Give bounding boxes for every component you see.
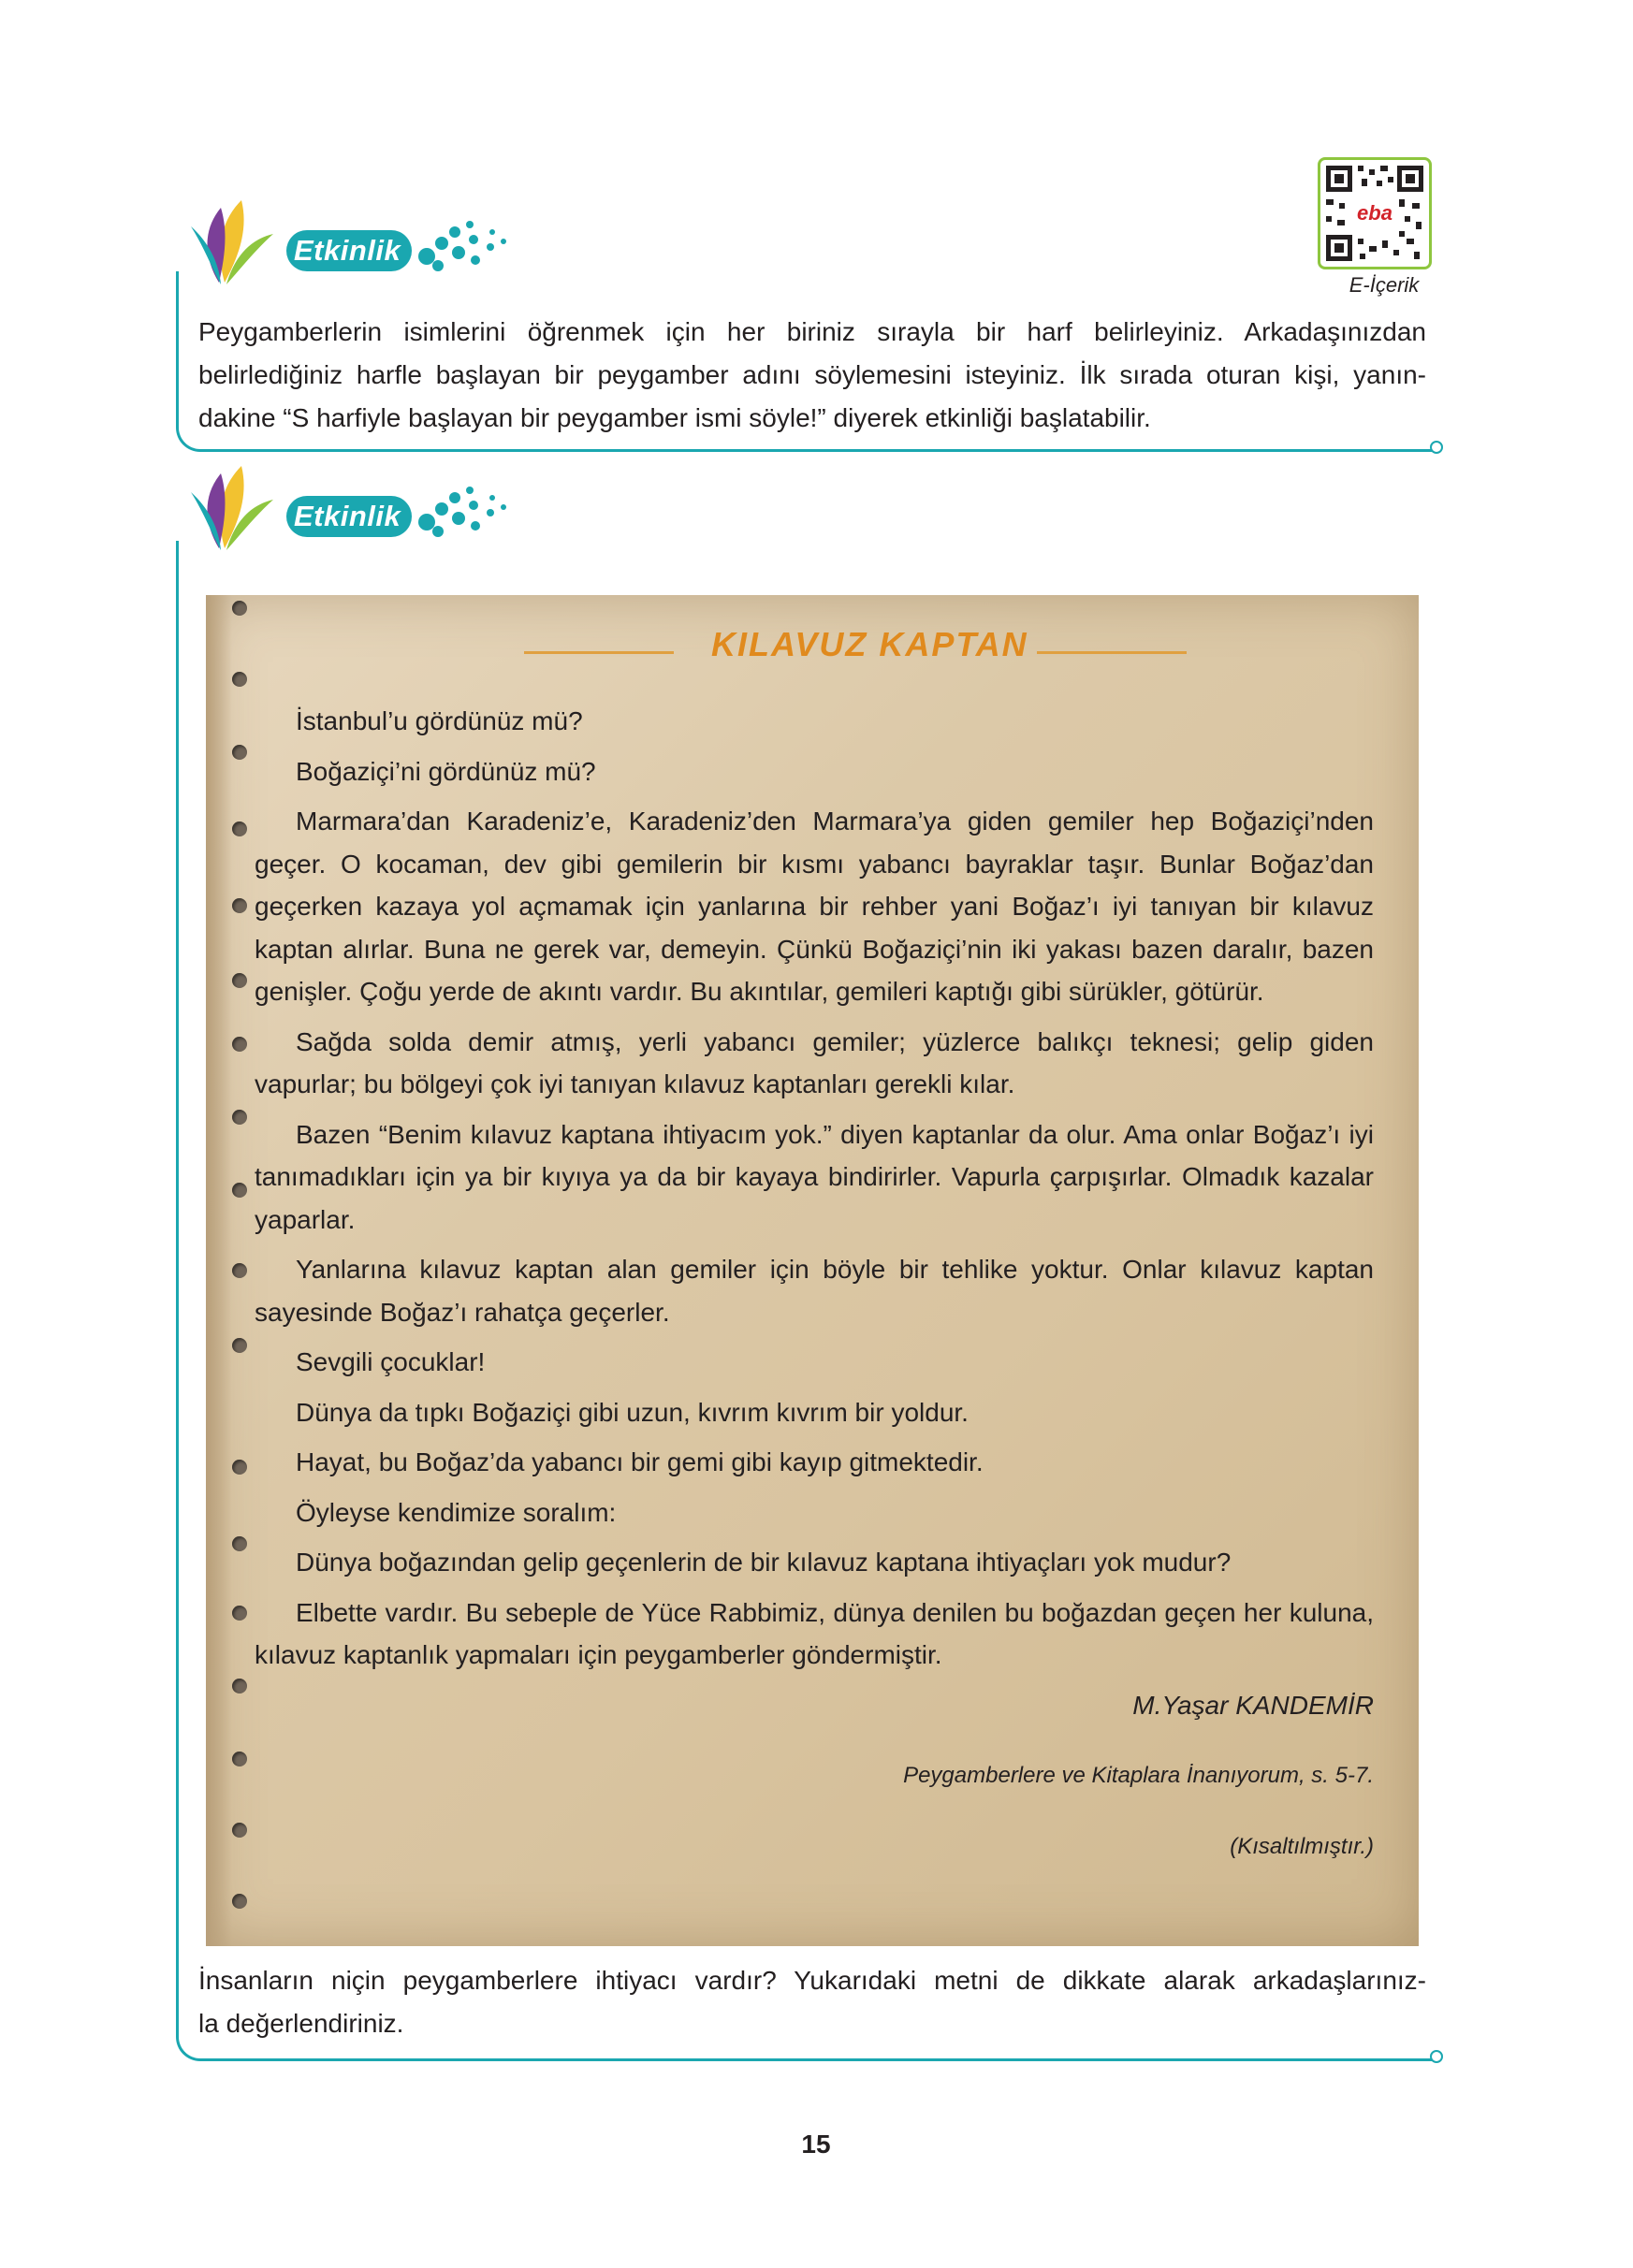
- binder-hole: [232, 898, 247, 913]
- story-paragraph: Elbette vardır. Bu sebeple de Yüce Rabbimiz, dünya denilen bu boğazdan geçen her kuluna, kılavuz kaptanlık yapmaları için peygamberler göndermiştir.: [255, 1597, 1374, 1669]
- text-line: belirlediğiniz harfle başlayan bir peygamber adını söylemesini isteyiniz. İlk sırada oturan kişi, yanın-: [198, 360, 1426, 389]
- eba-logo-text: eba: [1357, 201, 1392, 225]
- title-rule-right: [1037, 651, 1187, 654]
- story-paragraph: Yanlarına kılavuz kaptan alan gemiler için böyle bir tehlike yoktur. Onlar kılavuz kaptan sayesinde Boğaz’ı rahatça geçerler.: [255, 1255, 1374, 1327]
- binder-hole: [232, 1823, 247, 1838]
- story-title: KILAVUZ KAPTAN: [711, 625, 1028, 663]
- binder-hole: [232, 1752, 247, 1766]
- binder-hole: [232, 1460, 247, 1475]
- activity1-badge: [183, 193, 520, 296]
- story-paragraph: Sevgili çocuklar!: [296, 1347, 486, 1376]
- activity2-badge-label: Etkinlik: [286, 496, 412, 537]
- qr-caption: E-İçerik: [1349, 273, 1420, 297]
- binder-hole: [232, 1536, 247, 1551]
- story-paragraph: İstanbul’u gördünüz mü?: [296, 706, 583, 735]
- activity2-frame-end: [1430, 2050, 1443, 2063]
- binder-hole: [232, 601, 247, 616]
- feather-icon: [183, 458, 286, 561]
- binder-hole: [232, 1037, 247, 1052]
- story-paragraph: Sağda solda demir atmış, yerli yabancı gemiler; yüzlerce balıkçı teknesi; gelip giden vapurlar; bu bölgeyi çok iyi tanıyan kılavuz kaptanları gerekli kılar.: [255, 1026, 1374, 1098]
- text-line: dakine “S harfiyle başlayan bir peygamber ismi söyle!” diyerek etkinliği başlatabilir.: [198, 403, 1151, 432]
- text-line: la değerlendiriniz.: [198, 2009, 404, 2038]
- story-paragraph: Marmara’dan Karadeniz’e, Karadeniz’den Marmara’ya giden gemiler hep Boğaziçi’nden geçer. O kocaman, dev gibi gemilerin bir kısmı yabancı bayraklar taşır. Bunlar Boğaz’dan geçerken kazaya yol açmamak için yanlarına bir rehber yani Boğaz’ı iyi tanıyan bir kılavuz kaptan alırlar. Buna ne gerek var, demeyin. Çünkü Boğaziçi’nin iki yakası bazen daralır, bazen genişler. Çoğu yerde de akıntı vardır. Bu akıntılar, gemileri kaptığı gibi sürükler, götürür.: [255, 807, 1374, 1006]
- binder-hole: [232, 1110, 247, 1125]
- activity1-instructions: [198, 311, 1426, 440]
- story-paragraph: Dünya da tıpkı Boğaziçi gibi uzun, kıvrım kıvrım bir yoldur.: [296, 1397, 969, 1427]
- story-paragraph: Boğaziçi’ni gördünüz mü?: [296, 756, 596, 786]
- story-source: Peygamberlere ve Kitaplara İnanıyorum, s. 5-7.: [903, 1763, 1374, 1788]
- text-line: İnsanların niçin peygamberlere ihtiyacı vardır? Yukarıdaki metni de dikkate alarak arkadaşlarınız-: [198, 1966, 1426, 1995]
- story-paragraph: Dünya boğazından gelip geçenlerin de bir kılavuz kaptana ihtiyaçları yok mudur?: [296, 1548, 1232, 1577]
- binder-hole: [232, 672, 247, 687]
- bubbles-icon: [417, 219, 520, 275]
- binder-hole: [232, 1183, 247, 1198]
- qr-code-pattern: [1320, 160, 1429, 267]
- feather-icon: [183, 193, 286, 296]
- activity1-frame-end: [1430, 441, 1443, 454]
- activity1-badge-label: Etkinlik: [286, 230, 412, 271]
- title-rule-left: [524, 651, 674, 654]
- binder-hole: [232, 1894, 247, 1909]
- story-paragraph: Hayat, bu Boğaz’da yabancı bir gemi gibi kayıp gitmektedir.: [296, 1447, 984, 1476]
- binder-hole: [232, 1606, 247, 1621]
- qr-code[interactable]: [1318, 157, 1432, 269]
- binder-hole: [232, 821, 247, 836]
- bubbles-icon: [417, 485, 520, 541]
- story-paragraph: Bazen “Benim kılavuz kaptana ihtiyacım yok.” diyen kaptanlar da olur. Ama onlar Boğaz’ı iyi tanımadıkları için ya bir kıyıya ya da bir kayaya bindirirler. Vapurla çarpışırlar. Olmadık kazalar yaparlar.: [255, 1119, 1374, 1234]
- binder-hole: [232, 1338, 247, 1353]
- binder-hole: [232, 973, 247, 988]
- activity2-badge: [183, 458, 520, 561]
- story-body: [255, 700, 1374, 1868]
- paper-torn-edge: [206, 595, 232, 1946]
- story-abridged-note: (Kısaltılmıştır.): [1230, 1833, 1374, 1859]
- activity2-question: [198, 1959, 1426, 2045]
- story-paragraph: Öyleyse kendimize soralım:: [296, 1497, 617, 1527]
- story-author: M.Yaşar KANDEMİR: [1132, 1690, 1374, 1720]
- text-line: Peygamberlerin isimlerini öğrenmek için her biriniz sırayla bir harf belirleyiniz. Arkadaşınızdan: [198, 317, 1426, 346]
- binder-hole: [232, 1679, 247, 1694]
- binder-hole: [232, 745, 247, 760]
- binder-hole: [232, 1263, 247, 1278]
- page-number: 15: [801, 2130, 831, 2159]
